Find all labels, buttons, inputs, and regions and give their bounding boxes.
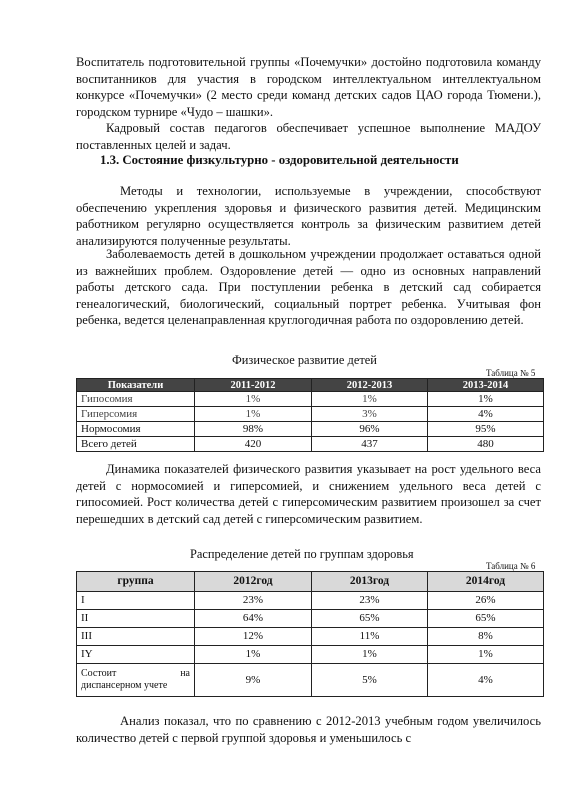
table-cell: 23% xyxy=(195,592,312,610)
table-row xyxy=(77,664,544,697)
table-row xyxy=(77,392,544,407)
table-row xyxy=(77,646,544,664)
table-row xyxy=(77,407,544,422)
table-cell: 11% xyxy=(312,628,428,646)
table-row xyxy=(77,422,544,437)
table-cell: 437 xyxy=(312,437,428,452)
table-cell: 4% xyxy=(428,664,544,697)
table-row xyxy=(77,610,544,628)
table-cell: 9% xyxy=(195,664,312,697)
table-cell: 480 xyxy=(428,437,544,452)
column-header: 2014год xyxy=(428,572,544,592)
row-label: Нормосомия xyxy=(77,422,195,437)
table5-caption: Физическое развитие детей xyxy=(232,353,377,367)
table-cell: 1% xyxy=(312,646,428,664)
column-header: 2011-2012 xyxy=(195,379,312,392)
table-cell: 8% xyxy=(428,628,544,646)
table-cell: 1% xyxy=(428,646,544,664)
table-cell: 1% xyxy=(195,407,312,422)
table5-number: Таблица № 5 xyxy=(486,368,536,378)
paragraph-competition: Воспитатель подготовительной группы «Почемучки» достойно подготовила команду воспитанников для участия в городском интеллектуальном интеллектуальном конкурсе «Почемучки» (2 место среди команд детских садов ЦАО города Тюмени.), городском турнире «Чудо – шашки». xyxy=(76,55,541,119)
row-label: II xyxy=(77,610,195,628)
column-header: Показатели xyxy=(77,379,195,392)
row-label xyxy=(77,664,195,697)
table-cell: 65% xyxy=(312,610,428,628)
paragraph-staff: Кадровый состав педагогов обеспечивает успешное выполнение МАДОУ поставленных целей и задач. xyxy=(76,121,541,152)
row-label: I xyxy=(77,592,195,610)
column-header: группа xyxy=(77,572,195,592)
table-cell: 420 xyxy=(195,437,312,452)
table-cell: 1% xyxy=(312,392,428,407)
paragraph-dynamics: Динамика показателей физического развития указывает на рост удельного веса детей с нормосомией и гиперсомией, и снижением удельного веса детей с гипосомией. Рост количества детей с гиперсомическим развитием произошел за счет перешедших в детский сад детей с гиперсомическим развитием. xyxy=(76,462,541,526)
column-header: 2012-2013 xyxy=(312,379,428,392)
table-cell: 3% xyxy=(312,407,428,422)
table-cell: 1% xyxy=(428,392,544,407)
dispensary-word-1: Состоит xyxy=(81,668,117,679)
table-health-groups xyxy=(76,571,544,697)
row-label: Всего детей xyxy=(77,437,195,452)
table-cell: 96% xyxy=(312,422,428,437)
table-cell: 1% xyxy=(195,646,312,664)
table6-number: Таблица № 6 xyxy=(486,561,536,571)
row-label: IY xyxy=(77,646,195,664)
table-cell: 98% xyxy=(195,422,312,437)
table-cell: 64% xyxy=(195,610,312,628)
row-label: Гипосомия xyxy=(77,392,195,407)
section-heading: 1.3. Состояние физкультурно - оздоровительной деятельности xyxy=(100,153,459,167)
table-cell: 1% xyxy=(195,392,312,407)
paragraph-methods: Методы и технологии, используемые в учреждении, способствуют обеспечению укрепления здоровья и физического развития детей. Медицинским работником регулярно осуществляется контроль за физическим развитием детей анализируются полученные результаты. xyxy=(76,184,541,248)
column-header: 2013-2014 xyxy=(428,379,544,392)
table-header-row xyxy=(77,379,544,392)
table-header-row xyxy=(77,572,544,592)
dispensary-label-line1 xyxy=(81,668,190,680)
table-cell: 65% xyxy=(428,610,544,628)
table-physical-development xyxy=(76,378,544,452)
table6-caption: Распределение детей по группам здоровья xyxy=(190,547,414,561)
column-header: 2012год xyxy=(195,572,312,592)
table-cell: 5% xyxy=(312,664,428,697)
row-label: III xyxy=(77,628,195,646)
dispensary-label-line2: диспансерном учете xyxy=(81,680,168,691)
table-row xyxy=(77,628,544,646)
paragraph-analysis: Анализ показал, что по сравнению с 2012-2013 учебным годом увеличилось количество детей с первой группой здоровья и уменьшилось с xyxy=(76,714,541,745)
row-label: Гиперсомия xyxy=(77,407,195,422)
dispensary-label xyxy=(81,668,190,692)
dispensary-word-2: на xyxy=(180,668,190,679)
paragraph-morbidity: Заболеваемость детей в дошкольном учреждении продолжает оставаться одной из важнейших проблем. Оздоровление детей — одно из основных направлений работы детского сада. При поступлении ребенка в детский сад собирается генеалогический, биологический, социальный портрет ребенка. Учитывая фон ребенка, ведется целенаправленная круглогодичная работа по оздоровлению детей. xyxy=(76,247,541,327)
table-cell: 26% xyxy=(428,592,544,610)
table-cell: 23% xyxy=(312,592,428,610)
table-cell: 12% xyxy=(195,628,312,646)
table-cell: 4% xyxy=(428,407,544,422)
table-row xyxy=(77,592,544,610)
column-header: 2013год xyxy=(312,572,428,592)
table-cell: 95% xyxy=(428,422,544,437)
table-row xyxy=(77,437,544,452)
